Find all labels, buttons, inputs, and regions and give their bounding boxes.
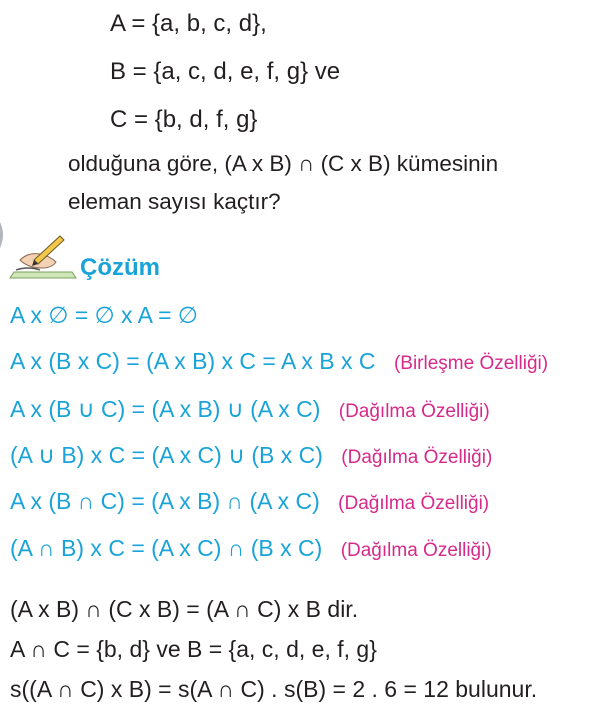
rule-formula: (A ∩ B) x C = (A x C) ∩ (B x C) [10,535,323,561]
rule-empty-set [10,302,198,329]
rule-formula: (A ∪ B) x C = (A x C) ∪ (B x C) [10,442,323,468]
rule-note: (Dağılma Özelliği) [338,401,490,422]
question-line-2: eleman sayısı kaçtır? [68,189,281,214]
rule-associative [10,348,548,375]
result-line-2: A ∩ C = {b, d} ve B = {a, c, d, e, f, g} [10,636,377,662]
rule-distributive-intersection-left [10,488,489,515]
given-set-b: B = {a, c, d, e, f, g} ve [110,58,341,85]
rule-note: (Dağılma Özelliği) [341,447,493,468]
solution-title: Çözüm [80,254,160,281]
rule-formula: A x (B ∩ C) = (A x B) ∩ (A x C) [10,488,320,514]
given-set-a: A = {a, b, c, d}, [110,10,267,37]
rule-distributive-union-right [10,442,492,469]
pencil-hand-writing-icon [6,230,78,280]
given-set-c: C = {b, d, f, g} [110,106,258,133]
result-line-1: (A x B) ∩ (C x B) = (A ∩ C) x B dir. [10,596,359,622]
rule-note: (Dağılma Özelliği) [338,493,490,514]
rule-note: (Birleşme Özelliği) [393,353,549,374]
question-line-1: olduğuna göre, (A x B) ∩ (C x B) kümesinin [68,151,499,176]
rule-distributive-intersection-right [10,535,492,562]
rule-note: (Dağılma Özelliği) [340,540,492,561]
result-line-3: s((A ∩ C) x B) = s(A ∩ C) . s(B) = 2 . 6 = 12 bulunur. [10,676,538,702]
rule-formula: A x (B ∪ C) = (A x B) ∪ (A x C) [10,396,321,422]
rule-formula: A x (B x C) = (A x B) x C = A x B x C [10,348,376,374]
rule-distributive-union-left [10,396,490,423]
rule-formula: A x ∅ = ∅ x A = ∅ [10,302,198,328]
